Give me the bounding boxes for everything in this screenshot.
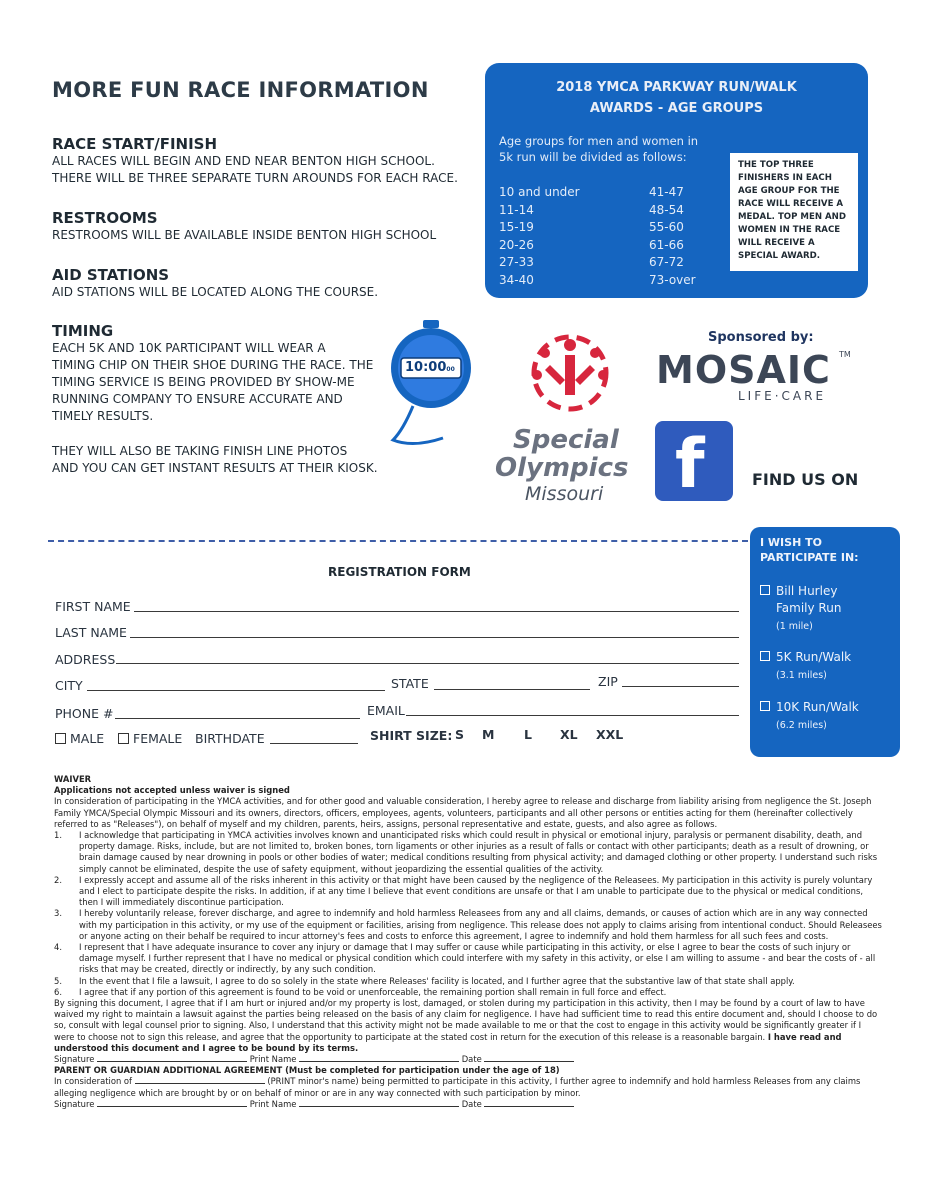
timing-title: TIMING (52, 322, 114, 340)
signature-field[interactable] (97, 1061, 247, 1062)
mosaic-tm: TM (839, 350, 851, 359)
email-field[interactable] (406, 715, 739, 716)
date-label: Date (461, 1054, 482, 1065)
minor-name-field[interactable] (135, 1083, 265, 1084)
female-label: FEMALE (133, 731, 183, 746)
prize-line: MEDAL. TOP MEN AND (738, 212, 846, 222)
age-group: 10 and under (499, 185, 580, 199)
prize-line: RACE WILL RECEIVE A (738, 199, 844, 209)
waiver-item: I expressly accept and assume all of the risks inherent in this activity or that might have been caused by the negligence of the Releasees. My participation in this activity is purely voluntary and I elect to participate despite the risks. In addition, if at any time I believe that event conditions are unsafe or that I am unable to participate due to the physical or medical conditions, then I will immediately discontinue participation. (79, 874, 873, 908)
cut-line (48, 540, 748, 542)
phone-label: PHONE # (55, 706, 114, 721)
address-label: ADDRESS (55, 652, 116, 667)
awards-subtitle: AWARDS - AGE GROUPS (589, 101, 764, 116)
last-name-field[interactable] (130, 637, 739, 638)
waiver-item: I agree that if any portion of this agreement is found to be void or unenforceable, the remaining portion shall remain in full force and effect. (79, 986, 667, 997)
birthdate-field[interactable] (270, 743, 358, 744)
date-field[interactable] (484, 1061, 574, 1062)
mosaic-subtitle: LIFE·CARE (738, 389, 827, 403)
waiver-item: I represent that I have adequate insurance to cover any injury or damage that I may suffer or cause while participating in this activity, or else I agree to bear the costs of such injury or damage myself. I further represent that I have no medical or physical condition which could interfere with my safety in this activity, or else I am willing to assume - and bear the costs of - all risks that may be created, directly or indirectly, by any such condition. (79, 942, 876, 975)
waiver-closing-bold: I have read and understood this document and I agree to be bound by its terms. (54, 1031, 842, 1053)
shirt-size-option[interactable]: XXL (596, 727, 624, 742)
restrooms-section (52, 209, 436, 244)
waiver-subtitle: Applications not accepted unless waiver is signed (54, 785, 290, 796)
timing-line: RUNNING COMPANY TO ENSURE ACCURATE AND (52, 392, 343, 406)
option-10k[interactable] (760, 699, 859, 734)
date-label: Date (461, 1098, 482, 1109)
option-label: 5K Run/Walk (776, 650, 852, 664)
age-group: 11-14 (499, 202, 534, 217)
parent-signature-field[interactable] (97, 1106, 247, 1107)
so-line1: Special (513, 425, 619, 455)
phone-field[interactable] (115, 718, 360, 719)
waiver-item: I acknowledge that participating in YMCA activities involves known and unanticipated risks which could result in physical or emotional injury, paralysis or permanent disability, death, and property damage. Risks, include, but are not limited to, broken bones, torn ligaments or other injuries as a result of falls or contact with other participants; death as a result of drowning, or brain damage caused by near drowning in pools or other bodies of water; medical conditions resulting from physical activity; and damaged clothing or other property. I understand such risks simply cannot be eliminated, despite the use of safety equipment, without jeopardizing the essential qualities of the activity. (79, 830, 878, 874)
parent-text-a: In consideration of (54, 1076, 132, 1087)
sponsor-label: Sponsored by: (708, 330, 814, 345)
shirt-size-option[interactable]: XL (560, 727, 578, 742)
age-group: 48-54 (649, 202, 684, 217)
timing-line: EACH 5K AND 10K PARTICIPANT WILL WEAR A (52, 341, 326, 355)
print-name-label: Print Name (249, 1054, 297, 1065)
race-start-title: RACE START/FINISH (52, 135, 218, 153)
option-label: Bill Hurley (776, 584, 838, 598)
special-olympics-emblem-icon (505, 325, 635, 420)
checkbox-icon[interactable] (760, 651, 770, 661)
participate-title: PARTICIPATE IN: (760, 551, 859, 564)
age-group: 61-66 (649, 237, 684, 252)
prize-line: THE TOP THREE (738, 160, 814, 170)
option-distance: (6.2 miles) (776, 720, 827, 731)
prize-line: FINISHERS IN EACH (738, 173, 832, 183)
option-label: Family Run (776, 601, 842, 615)
waiver-intro: In consideration of participating in the YMCA activities, and for other good and valuable consideration, I hereby agree to release and discharge from liability arising from negligence the St. Joseph Family YMCA/Special Olympic Missouri and its owners, directors, officers, employees, agents, volunteers, participants and all other persons or entities acting for them (hereinafter collectively referred to as "Releases"), on behalf of myself and my children, parents, heirs, assigns, personal representative and estate, guests, and also agree as follows. (54, 796, 872, 829)
awards-intro: 5k run will be divided as follows: (499, 150, 687, 164)
race-start-line: THERE WILL BE THREE SEPARATE TURN AROUNDS FOR EACH RACE. (52, 171, 458, 185)
stopwatch-time: 10:00 (405, 360, 447, 375)
participate-box (750, 527, 900, 757)
facebook-icon[interactable] (655, 421, 733, 504)
parent-date-field[interactable] (484, 1106, 574, 1107)
prize-line: SPECIAL AWARD. (738, 251, 821, 261)
email-label: EMAIL (367, 703, 405, 718)
shirt-size-option[interactable]: M (482, 727, 495, 742)
timing-section (52, 322, 378, 477)
city-label: CITY (55, 678, 83, 693)
shirt-size-option[interactable]: S (455, 727, 465, 742)
page-title: MORE FUN RACE INFORMATION (52, 78, 429, 102)
parent-signature-row (54, 1099, 884, 1110)
waiver-title: WAIVER (54, 774, 92, 784)
first-name-field[interactable] (134, 611, 739, 612)
aid-stations-title: AID STATIONS (52, 266, 170, 284)
awards-title: 2018 YMCA PARKWAY RUN/WALK (556, 80, 797, 95)
stopwatch-suffix: 00 (446, 366, 455, 373)
zip-label: ZIP (598, 674, 618, 689)
option-distance: (1 mile) (776, 621, 813, 632)
age-group: 55-60 (649, 220, 684, 234)
parent-text-b: (PRINT minor's name) being permitted to participate in this activity, I further agree to indemnify and hold harmless Releases from any claims alleging negligence which are brought by or on behalf of minor or are in any way connected with such participation by minor. (54, 1076, 861, 1098)
option-5k[interactable] (760, 649, 851, 684)
print-name-label: Print Name (249, 1098, 297, 1109)
parent-title: PARENT OR GUARDIAN ADDITIONAL AGREEMENT (Must be completed for participation under the age of 18) (54, 1065, 560, 1076)
print-name-field[interactable] (299, 1061, 459, 1062)
aid-stations-line: AID STATIONS WILL BE LOCATED ALONG THE COURSE. (52, 285, 379, 299)
checkbox-icon[interactable] (760, 585, 770, 595)
awards-intro: Age groups for men and women in (499, 134, 699, 148)
timing-line: AND YOU CAN GET INSTANT RESULTS AT THEIR KIOSK. (52, 461, 378, 475)
special-olympics-logo (495, 325, 635, 505)
mosaic-logo: MOSAIC (656, 348, 831, 392)
participate-title: I WISH TO (760, 536, 822, 549)
state-field[interactable] (434, 689, 590, 690)
timing-line: TIMELY RESULTS. (52, 409, 154, 423)
timing-line: THEY WILL ALSO BE TAKING FINISH LINE PHOTOS (52, 444, 348, 458)
timing-line: TIMING CHIP ON THEIR SHOE DURING THE RACE. THE (52, 358, 374, 372)
waiver-closing: By signing this document, I agree that if I am hurt or injured and/or my property is lost, damaged, or stolen during my participation in this activity, then I may be found by a court of law to have waived my right to maintain a lawsuit against the parties being released on the basis of any claim for negligence. I have had sufficient time to read this entire document and, should I choose to do so, consult with legal counsel prior to signing. Also, I understand that this activity might not be made available to me or that the cost to engage in this activity would be significantly greater if I were to choose not to sign this release, and agree that the opportunity to participate at the stated cost in return for the execution of this release is a reasonable bargain. (54, 998, 878, 1042)
signature-label: Signature (54, 1098, 95, 1109)
option-distance: (3.1 miles) (776, 670, 827, 681)
state-label: STATE (391, 676, 429, 691)
age-group: 34-40 (499, 272, 534, 287)
aid-stations-section (52, 266, 378, 301)
prize-line: WILL RECEIVE A (738, 238, 815, 248)
last-name-label: LAST NAME (55, 625, 127, 640)
prize-line: AGE GROUP FOR THE (738, 186, 840, 196)
age-group: 67-72 (649, 255, 684, 269)
city-field[interactable] (87, 690, 385, 691)
waiver: WAIVER Applications not accepted unless waiver is signed In consideration of participating in the YMCA activities, and for other good and valuable consideration, I hereby agree to release and discharge from liability arising from negligence the St. Joseph Family YMCA/Special Olympic Missouri and its owners, directors, officers, employees, agents, volunteers, participants and all other persons or entities acting for them (hereinafter collectively referred to as "Releases"), on behalf of myself and my children, parents, heirs, assigns, personal representative and estate, guests, and also agree as follows. 1. I acknowledge that participating in YMCA activities involves known and unanticipated risks which could result in physical or emotional injury, paralysis or permanent disability, death, and property damage. Risks, include, but are not limited to, broken bones, torn ligaments or other injuries as a result of falls or contact with other participants; death as a result of drowning, or brain damage caused by near drowning in pools or other bodies of water; medical conditions resulting from physical activity; and damaged clothing or other property. I understand such risks simply cannot be eliminated, despite the use of safety equipment, without jeopardizing the essential qualities of the activity. 2. I expressly accept and assume all of the risks inherent in this activity or that might have been caused by the negligence of the Releasees. My participation in this activity is purely voluntary and I elect to participate despite the risks. In addition, if at any time I believe that event conditions are unsafe or that I am unable to participate due to the physical or medical conditions, then I will immediately discontinue participation. 3. I hereby voluntarily release, forever discharge, and agree to indemnify and hold harmless Releasees from any and all claims, demands, or causes of action which are in any way connected with my participation in this activity, or my use of the equipment or facilities, arising from negligence. This release does not apply to claims arising from intentional conduct. Should Releasees or anyone acting on their behalf be required to incur attorney's fees and costs to enforce this agreement, I agree to indemnify and hold them harmless for all such fees and costs. 4. I represent that I have adequate insurance to cover any injury or damage that I may suffer or cause while participating in this activity, or else I agree to bear the costs of such injury or damage myself. I further represent that I have no medical or physical condition which could interfere with my safety in this activity, or else I am willing to assume - and bear the costs of - all risks that may be created, directly or indirectly, by any such condition. 5. In the event that I file a lawsuit, I agree to do so solely in the state where Releases' facility is located, and I further agree that the substantive law of that state shall apply. 6. I agree that if any portion of this agreement is found to be void or unenforceable, the remaining portion shall remain in full force and effect. By signing this document, I agree that if I am hurt or injured and/or my property is lost, damaged, or stolen during my participation in this activity, then I may be found by a court of law to have waived my right to maintain a lawsuit against the parties being released on the basis of any claim for negligence. I have had sufficient time to read this entire document and, should I choose to do so, consult with legal counsel prior to signing. Also, I understand that this activity might not be made available to me or that the cost to engage in this activity would be significantly greater if I were to choose not to sign this release, and agree that the opportunity to participate at the stated cost in return for the execution of this release is a reasonable bargain. I have read and understood this document and I agree to be bound by its terms. Signature Print Name Date PARENT OR GUARDIAN ADDITIONAL AGREEMENT (Must be completed for participation under the age of 18) In consideration of (PRINT minor's name) being permitted to participate in this activity, I further agree to indemnify and hold harmless Releases from any claims alleging negligence which are brought by or on behalf of minor or are in any way connected with such participation by minor. Signature Print Name Date (54, 774, 884, 1110)
option-label: 10K Run/Walk (776, 700, 859, 714)
parent-print-name-field[interactable] (299, 1106, 459, 1107)
race-start-line: ALL RACES WILL BEGIN AND END NEAR BENTON HIGH SCHOOL. (52, 154, 435, 168)
facebook-letter: f (675, 425, 705, 504)
age-group: 27-33 (499, 255, 534, 269)
signature-label: Signature (54, 1054, 95, 1065)
address-field[interactable] (116, 663, 739, 664)
race-start-section (52, 135, 458, 187)
so-line3: Missouri (525, 483, 604, 505)
checkbox-icon[interactable] (118, 733, 129, 744)
stopwatch-icon (383, 320, 479, 450)
restrooms-title: RESTROOMS (52, 209, 158, 227)
signature-row (54, 1054, 884, 1065)
age-group: 41-47 (649, 185, 684, 199)
prize-note (730, 153, 858, 271)
waiver-item: I hereby voluntarily release, forever discharge, and agree to indemnify and hold harmless Releasees from any and all claims, demands, or causes of action which are in any way connected with my participation in this activity, or my use of the equipment or facilities, arising from negligence. This release does not apply to claims arising from intentional conduct. Should Releasees or anyone acting on their behalf be required to incur attorney's fees and costs to enforce this agreement, I agree to indemnify and hold them harmless for all such fees and costs. (79, 908, 882, 941)
registration-title: REGISTRATION FORM (328, 565, 471, 579)
checkbox-icon[interactable] (760, 701, 770, 711)
restrooms-line: RESTROOMS WILL BE AVAILABLE INSIDE BENTON HIGH SCHOOL (52, 228, 437, 242)
male-label: MALE (70, 731, 105, 746)
first-name-label: FIRST NAME (55, 599, 131, 614)
birthdate-label: BIRTHDATE (195, 731, 265, 746)
so-line2: Olympics (495, 453, 629, 483)
checkbox-icon[interactable] (55, 733, 66, 744)
timing-line: TIMING SERVICE IS BEING PROVIDED BY SHOW-ME (52, 375, 355, 389)
age-group: 20-26 (499, 237, 534, 252)
option-family-run[interactable] (760, 583, 841, 635)
gender-male[interactable] (55, 731, 104, 746)
age-group: 15-19 (499, 220, 534, 234)
age-group: 73-over (649, 272, 696, 287)
prize-line: WOMEN IN THE RACE (738, 225, 841, 235)
zip-field[interactable] (622, 686, 739, 687)
waiver-item: In the event that I file a lawsuit, I agree to do so solely in the state where Releases' facility is located, and I further agree that the substantive law of that state shall apply. (79, 975, 795, 986)
find-us-on: FIND US ON (752, 470, 859, 489)
awards-box (485, 63, 868, 298)
shirt-size-label: SHIRT SIZE: (370, 728, 453, 743)
gender-female[interactable] (118, 731, 182, 746)
shirt-size-option[interactable]: L (524, 727, 532, 742)
